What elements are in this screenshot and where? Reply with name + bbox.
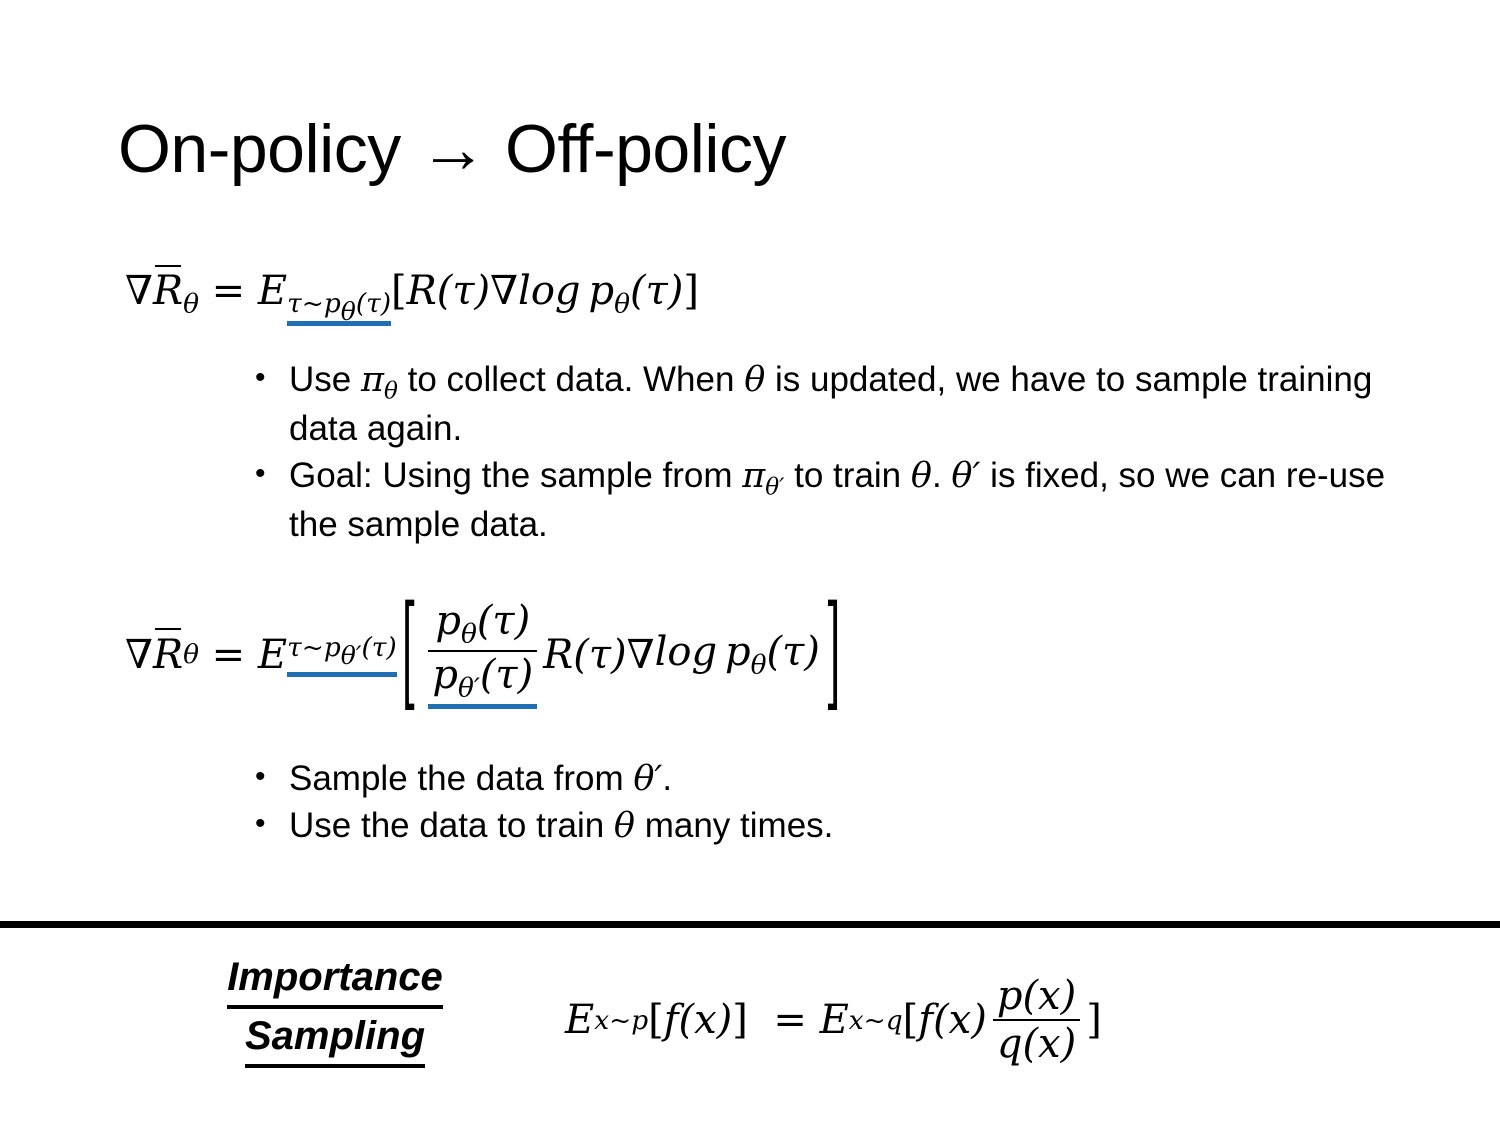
expectation-symbol: E [565, 997, 595, 1043]
bullet-marker: • [255, 456, 266, 490]
fraction-numerator: p(x) [996, 973, 1077, 1019]
list-item-text: Use $\pi_\theta$ to collect data. When θ is updated, we have to sample training data again. [289, 360, 1373, 448]
equation-two-lhs-subscript: θ [183, 639, 199, 671]
expectation-p-subscript: x~p [594, 1004, 649, 1036]
list-item [255, 804, 1390, 849]
fraction-denominator: q(x) [996, 1021, 1077, 1067]
gradient-symbol-inner: ∇ [626, 631, 655, 678]
expectation-symbol: E [257, 631, 288, 678]
weight-ratio-fraction [993, 975, 1080, 1065]
bracket-close: ] [683, 268, 699, 314]
equation-two-distribution-subscript: τ~pθ′(τ) [287, 632, 397, 677]
list-item-text: Sample the data from θ′. [289, 759, 673, 799]
bullet-marker: • [255, 806, 266, 840]
list-item-text: Use the data to train θ many times. [289, 805, 834, 846]
expectation-symbol: E [257, 268, 288, 314]
bullet-list-two [255, 757, 1390, 851]
bracket-close: ] [1086, 997, 1102, 1043]
bullet-list-one [255, 358, 1390, 549]
equation-two [125, 581, 846, 724]
equals-sign: = [198, 631, 258, 678]
gradient-symbol-inner: ∇ [490, 268, 519, 314]
importance-ratio-fraction [428, 600, 537, 709]
log-prob-term: $\log p_\theta(\tau)$ [654, 628, 820, 681]
list-item [255, 757, 1390, 802]
equals-sign: = [211, 268, 258, 314]
list-item [255, 358, 1390, 452]
r-bar-symbol: R [152, 631, 184, 678]
importance-sampling-equation: E x~p [ f(x) ] = E x~q [ f(x) $\frac{p(x)}{q(x)}$ ] [565, 973, 1102, 1067]
equation-one-distribution-subscript: τ~pθ(τ) [287, 288, 392, 327]
fraction-numerator: $p_\theta(\tau)$ [435, 598, 531, 650]
bracket-open: [ [902, 997, 919, 1043]
r-bar-symbol: R [152, 268, 184, 314]
bracket-open: [ [391, 268, 407, 314]
expectation-symbol: E [819, 997, 849, 1043]
p-theta-subscript: θ [614, 288, 631, 320]
equation-one: $\nabla R_\theta = E_{\tau\sim p\theta(\tau)}[R(\tau)\nabla\log$ $p_\theta(\tau)$] [125, 268, 699, 327]
equals-sign: = [747, 997, 820, 1043]
bullet-marker: • [255, 361, 266, 394]
bracket-open: [ [648, 997, 664, 1043]
fraction-denominator: $p_{\theta'}(\tau)$ [428, 654, 537, 709]
reward-term: R(τ) [543, 631, 627, 678]
importance-sampling-label-line-2: Sampling [245, 1009, 425, 1068]
bracket-close: ] [732, 997, 748, 1043]
equation-one-lhs-subscript: θ [183, 288, 199, 320]
theta-symbol: θ [744, 360, 766, 400]
big-bracket-close: ] [824, 581, 841, 724]
gradient-symbol: ∇ [125, 268, 153, 314]
page-title: On-policy → Off-policy [118, 111, 786, 187]
theta-symbol: θ [910, 455, 932, 496]
importance-sampling-label [190, 950, 480, 1068]
expectation-q-subscript: x~q [848, 1004, 903, 1036]
gradient-symbol: ∇ [125, 631, 153, 678]
list-item [255, 454, 1390, 548]
list-item-text: Goal: Using the sample from $\pi_{\theta'}$ to train θ. θ′ is fixed, so we can re-use the sample data. [289, 455, 1386, 544]
bullet-marker: • [255, 760, 266, 793]
theta-prime-symbol: θ′ [633, 759, 663, 799]
importance-sampling-label-line-1: Importance [227, 950, 443, 1009]
horizontal-divider [0, 921, 1500, 928]
theta-symbol: θ [613, 805, 635, 846]
pi-theta-symbol: $\pi_\theta$ [360, 360, 398, 405]
big-bracket-open: [ [401, 581, 418, 724]
theta-prime-symbol: θ′ [951, 455, 981, 496]
pi-theta-prime-symbol: $\pi_{\theta'}$ [742, 455, 785, 501]
